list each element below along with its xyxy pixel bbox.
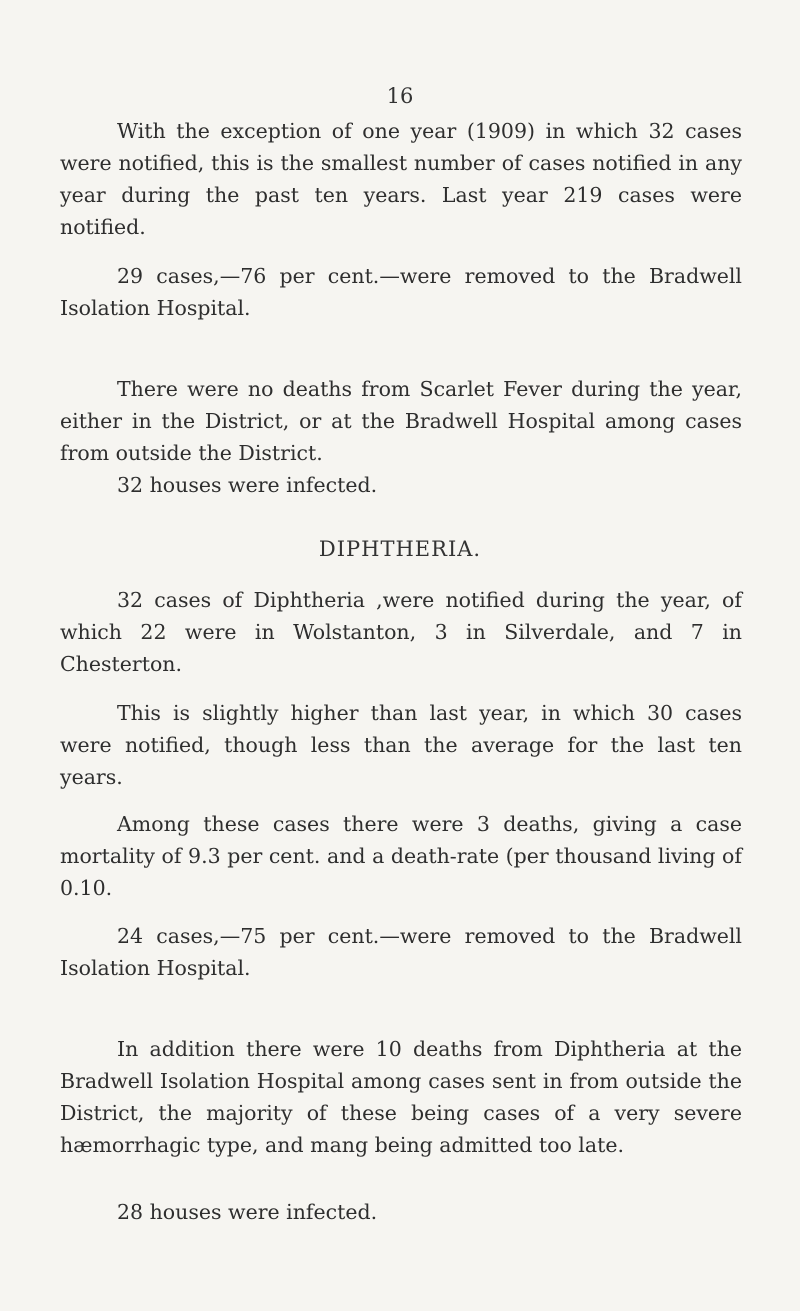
paragraph-scarlet-fever-notifications: With the exception of one year (1909) in which 32 cases were notified, this is the smallest number of cases notified in any year during the past ten years. Last year 219 cases were notified.	[60, 119, 742, 239]
paragraph-scarlet-fever-houses: 32 houses were infected.	[117, 473, 378, 497]
section-heading-diphtheria: DIPHTHERIA.	[318, 537, 482, 561]
paragraph-diphtheria-notifications: 32 cases of Diphtheria ,were notified during the year, of which 22 were in Wolstanton, 3 in Silverdale, and 7 in Chesterton.	[60, 588, 742, 676]
paragraph-diphtheria-mortality: Among these cases there were 3 deaths, giving a case mortality of 9.3 per cent. and a death-rate (per thousand living of 0.10.	[60, 812, 742, 900]
paragraph-diphtheria-hospital-deaths: In addition there were 10 deaths from Diphtheria at the Bradwell Isolation Hospital among cases sent in from outside the District, the majority of these being cases of a very severe hæmorrhagic type, and mang being admitted too late.	[60, 1037, 742, 1157]
paragraph-diphtheria-houses: 28 houses were infected.	[117, 1200, 378, 1224]
paragraph-scarlet-fever-deaths: There were no deaths from Scarlet Fever during the year, either in the District, or at the Bradwell Hospital among cases from outside the District.	[60, 377, 742, 465]
paragraph-diphtheria-comparison: This is slightly higher than last year, in which 30 cases were notified, though less than the average for the last ten years.	[60, 701, 742, 789]
paragraph-scarlet-fever-removed: 29 cases,—76 per cent.—were removed to the Bradwell Isolation Hospital.	[60, 264, 742, 320]
paragraph-diphtheria-removed: 24 cases,—75 per cent.—were removed to the Bradwell Isolation Hospital.	[60, 924, 742, 980]
page-number: 16	[386, 84, 414, 108]
